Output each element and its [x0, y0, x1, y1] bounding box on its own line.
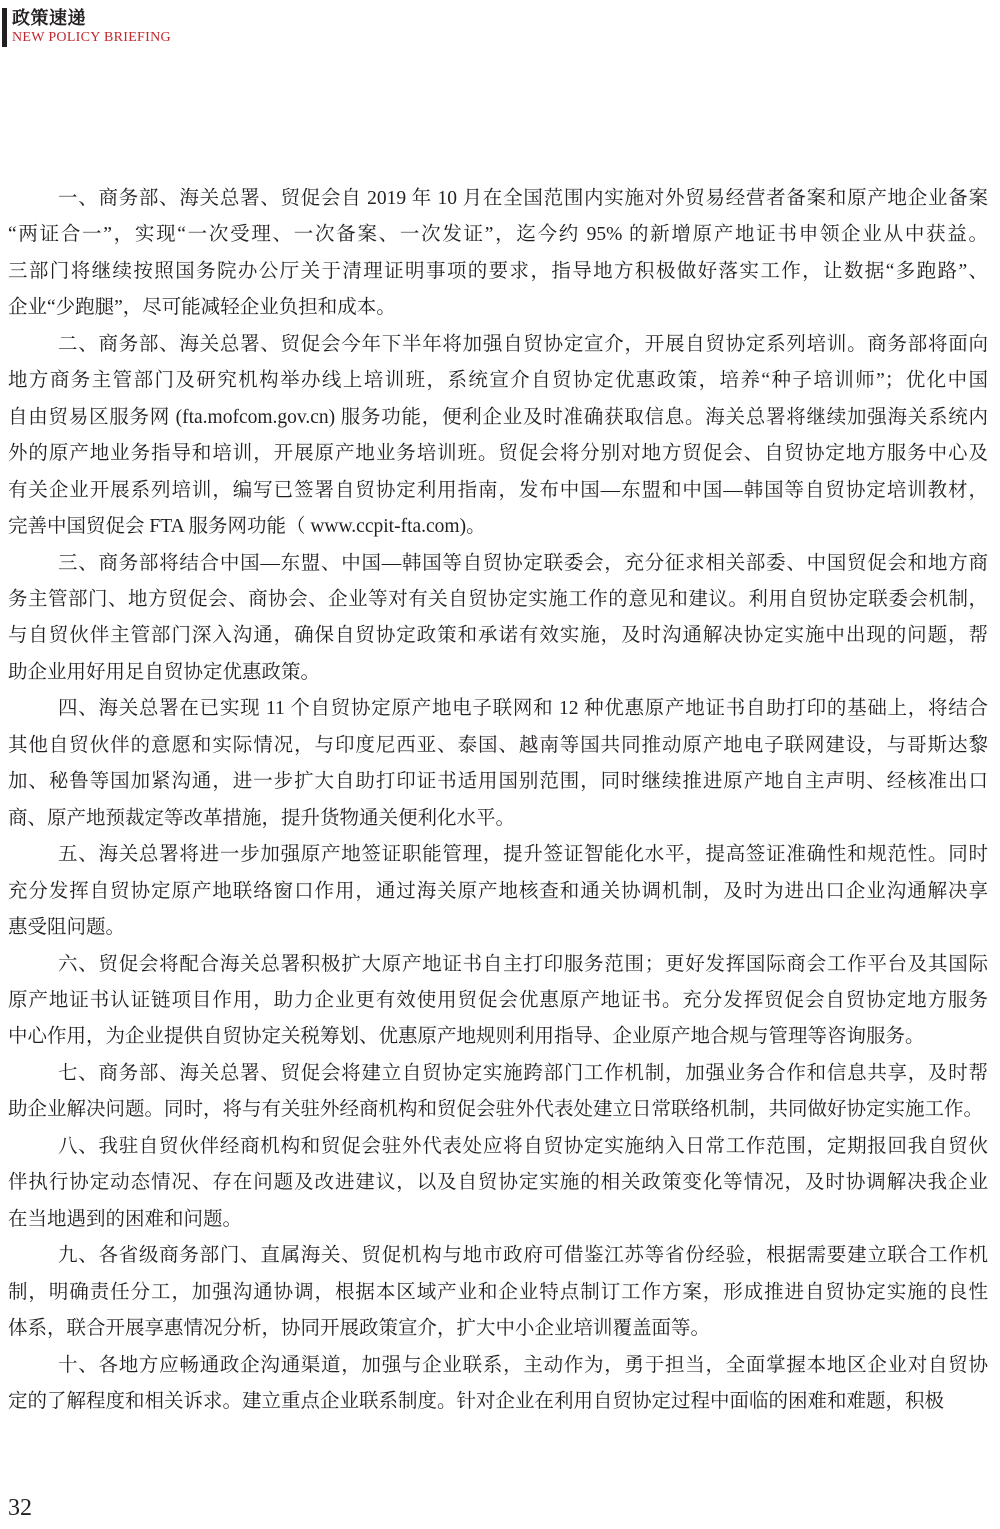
paragraph-line: 五、海关总署将进一步加强原产地签证职能管理，提升签证智能化水平，提高签证准确性和规范性。同时 — [58, 844, 988, 866]
paragraph-line: 在当地遇到的困难和问题。 — [8, 1208, 243, 1230]
paragraph-line: 三、商务部将结合中国—东盟、中国—韩国等自贸协定联委会，充分征求相关部委、中国贸促会和地方商 — [58, 552, 988, 574]
paragraph-line: 自由贸易区服务网 (fta.mofcom.gov.cn) 服务功能，便利企业及时准确获取信息。海关总署将继续加强海关系统内 — [8, 406, 988, 428]
paragraph-line: 八、我驻自贸伙伴经商机构和贸促会驻外代表处应将自贸协定实施纳入日常工作范围，定期报回我自贸伙 — [58, 1135, 988, 1157]
paragraph-line: 企业“少跑腿”，尽可能减轻企业负担和成本。 — [8, 297, 396, 319]
article-body — [8, 181, 988, 1420]
section-title: 政策速递 — [12, 8, 86, 29]
paragraph-line: 务主管部门、地方贸促会、商协会、企业等对有关自贸协定实施工作的意见和建议。利用自贸协定联委会机制， — [8, 588, 988, 610]
paragraph-line: 商、原产地预裁定等改革措施，提升货物通关便利化水平。 — [8, 807, 516, 829]
paragraph — [8, 947, 988, 1056]
paragraph-line: 有关企业开展系列培训，编写已签署自贸协定利用指南，发布中国—东盟和中国—韩国等自贸协定培训教材， — [8, 479, 988, 501]
paragraph-line: 助企业用好用足自贸协定优惠政策。 — [8, 661, 321, 683]
paragraph-line: 外的原产地业务指导和培训，开展原产地业务培训班。贸促会将分别对地方贸促会、自贸协定地方服务中心及 — [8, 443, 988, 465]
paragraph-line: 中心作用，为企业提供自贸协定关税筹划、优惠原产地规则利用指导、企业原产地合规与管理等咨询服务。 — [8, 1026, 925, 1048]
paragraph-line: 惠受阻问题。 — [8, 917, 126, 939]
paragraph-line: 地方商务主管部门及研究机构举办线上培训班，系统宣介自贸协定优惠政策，培养“种子培训师”；优化中国 — [8, 370, 988, 392]
paragraph — [8, 327, 988, 546]
paragraph-line: 伴执行协定动态情况、存在问题及改进建议，以及自贸协定实施的相关政策变化等情况，及时协调解决我企业 — [8, 1172, 988, 1194]
paragraph-line: 七、商务部、海关总署、贸促会将建立自贸协定实施跨部门工作机制，加强业务合作和信息共享，及时帮 — [58, 1062, 988, 1084]
page-number: 32 — [8, 1495, 32, 1521]
paragraph-line: 制，明确责任分工，加强沟通协调，根据本区域产业和企业特点制订工作方案，形成推进自贸协定实施的良性 — [8, 1281, 988, 1303]
paragraph-line: 体系，联合开展享惠情况分析，协同开展政策宣介，扩大中小企业培训覆盖面等。 — [8, 1318, 711, 1340]
paragraph — [8, 691, 988, 837]
paragraph — [8, 546, 988, 692]
paragraph-line: 完善中国贸促会 FTA 服务网功能（ www.ccpit-fta.com)。 — [8, 516, 486, 538]
paragraph-line: 九、各省级商务部门、直属海关、贸促机构与地市政府可借鉴江苏等省份经验，根据需要建立联合工作机 — [58, 1245, 988, 1267]
paragraph-line: 定的了解程度和相关诉求。建立重点企业联系制度。针对企业在利用自贸协定过程中面临的困难和难题，积极 — [8, 1390, 945, 1412]
paragraph — [8, 1129, 988, 1238]
paragraph-line: 与自贸伙伴主管部门深入沟通，确保自贸协定政策和承诺有效实施，及时沟通解决协定实施中出现的问题，帮 — [8, 625, 988, 647]
paragraph — [8, 1348, 988, 1421]
paragraph-line: 其他自贸伙伴的意愿和实际情况，与印度尼西亚、泰国、越南等国共同推动原产地电子联网建设，与哥斯达黎 — [8, 734, 988, 756]
paragraph-line: 加、秘鲁等国加紧沟通，进一步扩大自助打印证书适用国别范围，同时继续推进原产地自主声明、经核准出口 — [8, 771, 988, 793]
paragraph-line: “两证合一”，实现“一次受理、一次备案、一次发证”，迄今约 95% 的新增原产地证书申领企业从中获益。 — [8, 224, 988, 246]
paragraph-line: 充分发挥自贸协定原产地联络窗口作用，通过海关原产地核查和通关协调机制，及时为进出口企业沟通解决享 — [8, 880, 988, 902]
paragraph — [8, 181, 988, 327]
header-accent-bar — [2, 8, 7, 47]
paragraph — [8, 1238, 988, 1347]
paragraph-line: 助企业解决问题。同时，将与有关驻外经商机构和贸促会驻外代表处建立日常联络机制，共同做好协定实施工作。 — [8, 1099, 984, 1121]
paragraph — [8, 1056, 988, 1129]
paragraph-line: 四、海关总署在已实现 11 个自贸协定原产地电子联网和 12 种优惠原产地证书自助打印的基础上，将结合 — [58, 698, 988, 720]
paragraph-line: 六、贸促会将配合海关总署积极扩大原产地证书自主打印服务范围；更好发挥国际商会工作平台及其国际 — [58, 953, 988, 975]
paragraph-line: 十、各地方应畅通政企沟通渠道，加强与企业联系，主动作为，勇于担当，全面掌握本地区企业对自贸协 — [58, 1354, 988, 1376]
paragraph-line: 原产地证书认证链项目作用，助力企业更有效使用贸促会优惠原产地证书。充分发挥贸促会自贸协定地方服务 — [8, 989, 988, 1011]
paragraph — [8, 837, 988, 946]
section-subtitle: NEW POLICY BRIEFING — [12, 30, 171, 45]
paragraph-line: 二、商务部、海关总署、贸促会今年下半年将加强自贸协定宣介，开展自贸协定系列培训。商务部将面向 — [58, 333, 988, 355]
paragraph-line: 一、商务部、海关总署、贸促会自 2019 年 10 月在全国范围内实施对外贸易经营者备案和原产地企业备案 — [58, 188, 988, 209]
paragraph-line: 三部门将继续按照国务院办公厅关于清理证明事项的要求，指导地方积极做好落实工作，让数据“多跑路”、 — [8, 260, 988, 282]
